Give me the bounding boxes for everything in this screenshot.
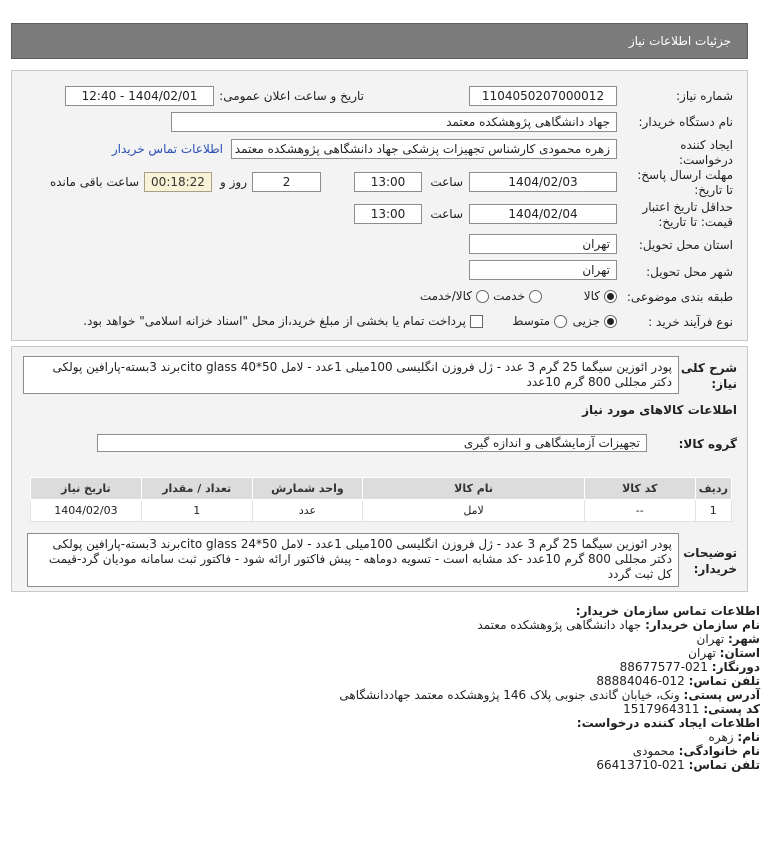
col-name: نام کالا [363, 478, 585, 500]
cell-name: لامل [363, 500, 585, 522]
creator-phone-row: تلفن تماس: 021-66413710 [596, 758, 760, 772]
goods-table [30, 477, 732, 522]
col-code: کد کالا [584, 478, 695, 500]
col-date: تاریخ نیاز [31, 478, 142, 500]
cell-code: -- [584, 500, 695, 522]
need-number-label: شماره نیاز: [676, 89, 733, 103]
goods-group-label: گروه کالا: [678, 437, 737, 451]
page-header [11, 23, 748, 59]
validity-date-field: 1404/02/04 [469, 204, 617, 224]
summary-label: شرح کلی [680, 361, 737, 375]
col-row: ردیف [695, 478, 731, 500]
creator-contact-title: اطلاعات ایجاد کننده درخواست: [576, 716, 760, 730]
radio-icon[interactable] [529, 290, 542, 303]
deadline-label: مهلت ارسال پاسخ: [637, 168, 733, 182]
announce-label: تاریخ و ساعت اعلان عمومی: [219, 89, 364, 103]
announce-field: 1404/02/01 - 12:40 [65, 86, 214, 106]
table-row [31, 500, 732, 522]
checkbox-icon[interactable] [470, 315, 483, 328]
org-name-row: نام سازمان خریدار: جهاد دانشگاهی پژوهشکده معتمد [477, 618, 760, 632]
buyer-notes-text: پودر ائوزین سیگما 25 گرم 3 عدد - ژل فروزن انگلیسی 100میلی 1عدد - لامل 50*24 cito glassبرند 3بسته-پارافین پولکی دکتر مجللی 800 گرم 10عدد -کد مشابه است - تسویه دوماهه - پیش فاکتور ارائه شود - فاکتور ثبت سامانه مودیان گرد-قیمت کل ثبت گردد [27, 533, 679, 587]
province-label: استان محل تحویل: [638, 238, 733, 252]
process-option-minor[interactable]: جزیی [573, 314, 617, 328]
category-label: طبقه بندی موضوعی: [626, 290, 733, 304]
org-fax-row: دورنگار: 021-88677577 [619, 660, 760, 674]
org-province-row: استان: تهران [688, 646, 760, 660]
days-label: روز و [220, 175, 247, 189]
org-phone-row: تلفن تماس: 012-88884046 [596, 674, 760, 688]
col-qty: تعداد / مقدار [141, 478, 252, 500]
radio-icon[interactable] [554, 315, 567, 328]
deadline-time-label: ساعت [430, 175, 463, 189]
days-field: 2 [252, 172, 321, 192]
creator-label: ایجاد کننده [680, 138, 733, 152]
org-address-row: آدرس پستی: ونک، خیابان گاندی جنوبی پلاک 146 پژوهشکده معتمد جهاددانشگاهی [339, 688, 760, 702]
city-field: تهران [469, 260, 617, 280]
table-header-row [31, 478, 732, 500]
page-title: جزئیات اطلاعات نیاز [628, 34, 731, 48]
cell-date: 1404/02/03 [31, 500, 142, 522]
validity-label-2: قیمت: تا تاریخ: [658, 215, 733, 229]
org-postal-row: کد پستی: 1517964311 [623, 702, 760, 716]
buyer-label: نام دستگاه خریدار: [638, 115, 733, 129]
buyer-notes-label-2: خریدار: [693, 562, 737, 576]
process-label: نوع فرآیند خرید : [648, 315, 733, 329]
remaining-timer: 00:18:22 [144, 172, 212, 192]
buyer-field: جهاد دانشگاهی پژوهشکده معتمد [171, 112, 617, 132]
cell-qty: 1 [141, 500, 252, 522]
deadline-label-2: تا تاریخ: [694, 183, 733, 197]
radio-selected-icon[interactable] [604, 315, 617, 328]
validity-time-label: ساعت [430, 207, 463, 221]
deadline-time-field: 13:00 [354, 172, 422, 192]
creator-first-name-row: نام: زهره [708, 730, 760, 744]
col-unit: واحد شمارش [252, 478, 363, 500]
remaining-label: ساعت باقی مانده [49, 175, 139, 189]
need-details-panel [11, 70, 748, 341]
buyer-contact-link[interactable]: اطلاعات تماس خریدار [111, 142, 223, 156]
category-option-goods[interactable]: کالا [584, 289, 617, 303]
goods-section-title: اطلاعات کالاهای مورد نیاز [582, 403, 737, 417]
deadline-date-field: 1404/02/03 [469, 172, 617, 192]
radio-selected-icon[interactable] [604, 290, 617, 303]
summary-label-2: نیاز: [711, 377, 737, 391]
treasury-payment-checkbox[interactable]: پرداخت تمام یا بخشی از مبلغ خرید،از محل "اسناد خزانه اسلامی" خواهد بود. [83, 314, 483, 328]
city-label: شهر محل تحویل: [646, 265, 733, 279]
summary-text: پودر ائوزین سیگما 25 گرم 3 عدد - ژل فروزن انگلیسی 100میلی 1عدد - لامل 50*40 cito glassبرند 3بسته-پارافین پولکی دکتر مجللی 800 گرم 10عدد [23, 356, 679, 394]
goods-panel [11, 346, 748, 592]
creator-last-name-row: نام خانوادگی: محمودی [632, 744, 760, 758]
category-option-goods-service[interactable]: کالا/خدمت [420, 289, 489, 303]
org-city-row: شهر: تهران [696, 632, 760, 646]
org-contact-title: اطلاعات تماس سازمان خریدار: [575, 604, 760, 618]
goods-group-field: تجهیزات آزمایشگاهی و اندازه گیری [97, 434, 647, 452]
province-field: تهران [469, 234, 617, 254]
process-option-medium[interactable]: متوسط [512, 314, 567, 328]
category-option-service[interactable]: خدمت [493, 289, 542, 303]
creator-field: زهره محمودی کارشناس تجهیزات پزشکی جهاد دانشگاهی پژوهشکده معتمد [231, 139, 617, 159]
need-number-field: 1104050207000012 [469, 86, 617, 106]
validity-time-field: 13:00 [354, 204, 422, 224]
cell-row: 1 [695, 500, 731, 522]
cell-unit: عدد [252, 500, 363, 522]
buyer-notes-label: توضیحات [683, 546, 737, 560]
radio-icon[interactable] [476, 290, 489, 303]
validity-label: حداقل تاریخ اعتبار [642, 200, 733, 214]
creator-label-2: درخواست: [679, 153, 733, 167]
